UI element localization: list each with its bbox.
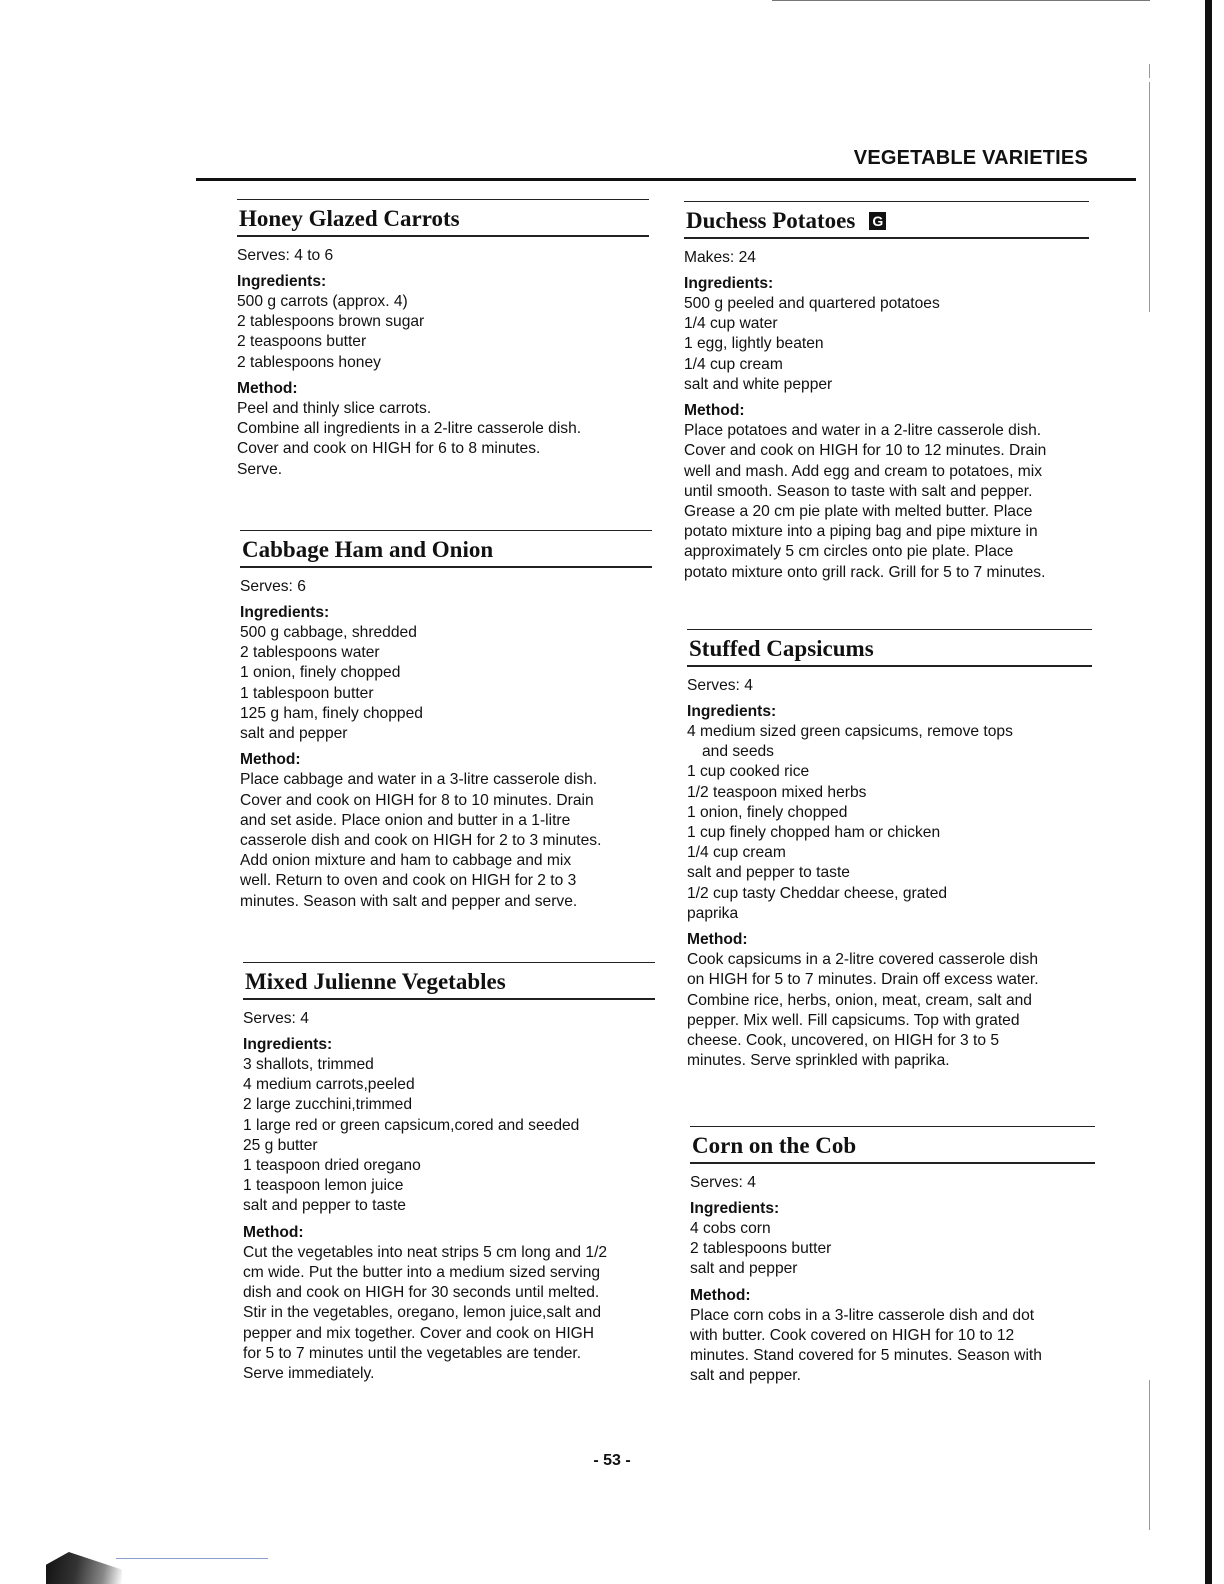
ingredient-line: and seeds: [702, 743, 774, 761]
title-rule-bottom: [687, 665, 1092, 667]
method-line: potato mixture onto grill rack. Grill for 5 to 7 minutes.: [684, 563, 1046, 581]
method-line: Stir in the vegetables, oregano, lemon juice,salt and: [243, 1304, 602, 1322]
ingredient-line: 1 large red or green capsicum,cored and seeded: [243, 1116, 580, 1134]
makes-text: Makes: 24: [684, 248, 756, 266]
ingredients-label: Ingredients:: [240, 603, 330, 621]
ingredient-line: 4 medium sized green capsicums, remove tops: [687, 722, 1013, 740]
method-line: for 5 to 7 minutes until the vegetables are tender.: [243, 1344, 582, 1362]
recipe-title: Mixed Julienne Vegetables: [245, 969, 506, 994]
method-line: Grease a 20 cm pie plate with melted butter. Place: [684, 502, 1033, 520]
method-line: Peel and thinly slice carrots.: [237, 399, 432, 417]
ingredient-line: salt and pepper: [240, 724, 348, 742]
serves-text: Serves: 4: [687, 676, 753, 694]
scan-artifact-line: [116, 1558, 268, 1559]
ingredient-line: 1 cup finely chopped ham or chicken: [687, 823, 941, 841]
method-line: Combine rice, herbs, onion, meat, cream, salt and: [687, 991, 1032, 1009]
method-line: salt and pepper.: [690, 1367, 801, 1385]
method-line: Serve immediately.: [243, 1364, 375, 1382]
serves-text: Serves: 4 to 6: [237, 246, 334, 264]
title-rule-bottom: [243, 998, 655, 1000]
method-line: cm wide. Put the butter into a medium sized serving: [243, 1263, 601, 1281]
method-line: Add onion mixture and ham to cabbage and mix: [240, 852, 572, 870]
ingredients-label: Ingredients:: [237, 272, 327, 290]
ingredient-line: 1/2 teaspoon mixed herbs: [687, 783, 867, 801]
method-line: casserole dish and cook on HIGH for 2 to 3 minutes.: [240, 831, 602, 849]
top-edge-rule: [772, 0, 1150, 1]
serves-text: Serves: 4: [690, 1173, 756, 1191]
section-title: VEGETABLE VARIETIES: [853, 147, 1088, 169]
method-line: Place cabbage and water in a 3-litre casserole dish.: [240, 771, 598, 789]
ingredient-line: 4 medium carrots,peeled: [243, 1076, 415, 1094]
ingredient-line: 2 large zucchini,trimmed: [243, 1096, 412, 1114]
method-line: minutes. Season with salt and pepper and serve.: [240, 892, 578, 910]
method-line: Cover and cook on HIGH for 8 to 10 minutes. Drain: [240, 791, 594, 809]
recipe-title: Duchess Potatoes: [686, 208, 856, 233]
ingredient-line: 1/4 cup cream: [687, 844, 786, 862]
method-line: on HIGH for 5 to 7 minutes. Drain off excess water.: [687, 971, 1039, 989]
ingredient-line: 1/2 cup tasty Cheddar cheese, grated: [687, 884, 948, 902]
ingredient-line: 25 g butter: [243, 1136, 318, 1154]
edge-mark: [1149, 82, 1150, 312]
ingredients-label: Ingredients:: [243, 1035, 333, 1053]
method-label: Method:: [690, 1286, 751, 1304]
ingredient-line: 2 tablespoons butter: [690, 1240, 832, 1258]
ingredient-line: 500 g carrots (approx. 4): [237, 292, 408, 310]
method-line: Place potatoes and water in a 2-litre casserole dish.: [684, 422, 1042, 440]
ingredients-label: Ingredients:: [687, 702, 777, 720]
scan-artifact: [46, 1552, 122, 1584]
ingredient-line: 1 onion, finely chopped: [240, 664, 401, 682]
method-line: with butter. Cook covered on HIGH for 10 to 12: [690, 1326, 1015, 1344]
method-line: potato mixture into a piping bag and pipe mixture in: [684, 523, 1038, 541]
title-rule-bottom: [684, 237, 1089, 239]
recipe-title: Cabbage Ham and Onion: [242, 537, 494, 562]
method-line: until smooth. Season to taste with salt and pepper.: [684, 482, 1033, 500]
page-right-edge: [1205, 0, 1212, 1584]
ingredient-line: 500 g peeled and quartered potatoes: [684, 294, 940, 312]
ingredient-line: 2 tablespoons brown sugar: [237, 313, 425, 331]
ingredient-line: 1 teaspoon dried oregano: [243, 1156, 421, 1174]
method-line: Serve.: [237, 460, 283, 478]
method-line: pepper and mix together. Cover and cook on HIGH: [243, 1324, 595, 1342]
ingredient-line: 3 shallots, trimmed: [243, 1055, 374, 1073]
ingredient-line: 1/4 cup cream: [684, 355, 783, 373]
ingredient-line: paprika: [687, 904, 739, 922]
method-line: and set aside. Place onion and butter in a 1-litre: [240, 811, 571, 829]
ingredient-line: salt and pepper: [690, 1260, 798, 1278]
method-line: approximately 5 cm circles onto pie plate. Place: [684, 543, 1014, 561]
recipe-cabbage-ham-onion: [240, 530, 652, 912]
recipe-title: Stuffed Capsicums: [689, 636, 874, 661]
serves-text: Serves: 4: [243, 1009, 309, 1027]
method-label: Method:: [687, 930, 748, 948]
ingredient-line: 500 g cabbage, shredded: [240, 623, 417, 641]
recipe-title: Honey Glazed Carrots: [239, 206, 460, 231]
method-label: Method:: [237, 379, 298, 397]
ingredients-label: Ingredients:: [690, 1199, 780, 1217]
method-line: Place corn cobs in a 3-litre casserole dish and dot: [690, 1306, 1035, 1324]
method-line: Cut the vegetables into neat strips 5 cm long and 1/2: [243, 1243, 608, 1261]
page-number: - 53 -: [593, 1452, 631, 1469]
method-line: Combine all ingredients in a 2-litre casserole dish.: [237, 420, 582, 438]
ingredient-line: salt and white pepper: [684, 375, 833, 393]
ingredient-line: salt and pepper to taste: [687, 864, 850, 882]
method-label: Method:: [243, 1223, 304, 1241]
ingredient-line: 4 cobs corn: [690, 1219, 771, 1237]
method-line: minutes. Serve sprinkled with paprika.: [687, 1052, 950, 1070]
ingredient-line: 1/4 cup water: [684, 315, 778, 333]
method-line: Cook capsicums in a 2-litre covered casserole dish: [687, 951, 1039, 969]
recipe-corn-on-the-cob: [690, 1126, 1095, 1387]
ingredients-label: Ingredients:: [684, 274, 774, 292]
method-line: cheese. Cook, uncovered, on HIGH for 3 to 5: [687, 1031, 1000, 1049]
ingredient-line: 1 teaspoon lemon juice: [243, 1177, 404, 1195]
ingredient-line: 2 tablespoons water: [240, 644, 380, 662]
ingredient-line: 1 tablespoon butter: [240, 684, 374, 702]
title-rule-bottom: [690, 1162, 1095, 1164]
method-line: minutes. Stand covered for 5 minutes. Season with: [690, 1347, 1042, 1365]
ingredient-line: 1 egg, lightly beaten: [684, 335, 824, 353]
method-line: well and mash. Add egg and cream to potatoes, mix: [684, 462, 1042, 480]
ingredient-line: 2 tablespoons honey: [237, 353, 381, 371]
recipe-title-row: [684, 202, 1089, 237]
title-rule-bottom: [237, 235, 649, 237]
method-line: well. Return to oven and cook on HIGH for 2 to 3: [240, 872, 577, 890]
method-line: Cover and cook on HIGH for 10 to 12 minutes. Drain: [684, 442, 1047, 460]
recipe-duchess-potatoes: [684, 201, 1089, 583]
ingredient-line: salt and pepper to taste: [243, 1197, 406, 1215]
recipe-mixed-julienne-vegetables: [243, 962, 655, 1384]
recipe-stuffed-capsicums: [687, 629, 1092, 1071]
method-label: Method:: [684, 401, 745, 419]
ingredient-line: 125 g ham, finely chopped: [240, 704, 423, 722]
serves-text: Serves: 6: [240, 577, 306, 595]
method-line: Cover and cook on HIGH for 6 to 8 minutes.: [237, 440, 541, 458]
recipe-title: Corn on the Cob: [692, 1133, 857, 1158]
method-line: pepper. Mix well. Fill capsicums. Top with grated: [687, 1011, 1020, 1029]
title-rule-bottom: [240, 566, 652, 568]
grill-badge-icon: G: [869, 212, 886, 230]
method-label: Method:: [240, 751, 301, 769]
ingredient-line: 1 onion, finely chopped: [687, 803, 848, 821]
edge-mark: [1149, 64, 1150, 78]
ingredient-line: 1 cup cooked rice: [687, 763, 810, 781]
header-rule: [196, 178, 1136, 181]
ingredient-line: 2 teaspoons butter: [237, 333, 367, 351]
method-line: dish and cook on HIGH for 30 seconds until melted.: [243, 1284, 600, 1302]
recipe-honey-glazed-carrots: [237, 199, 649, 480]
